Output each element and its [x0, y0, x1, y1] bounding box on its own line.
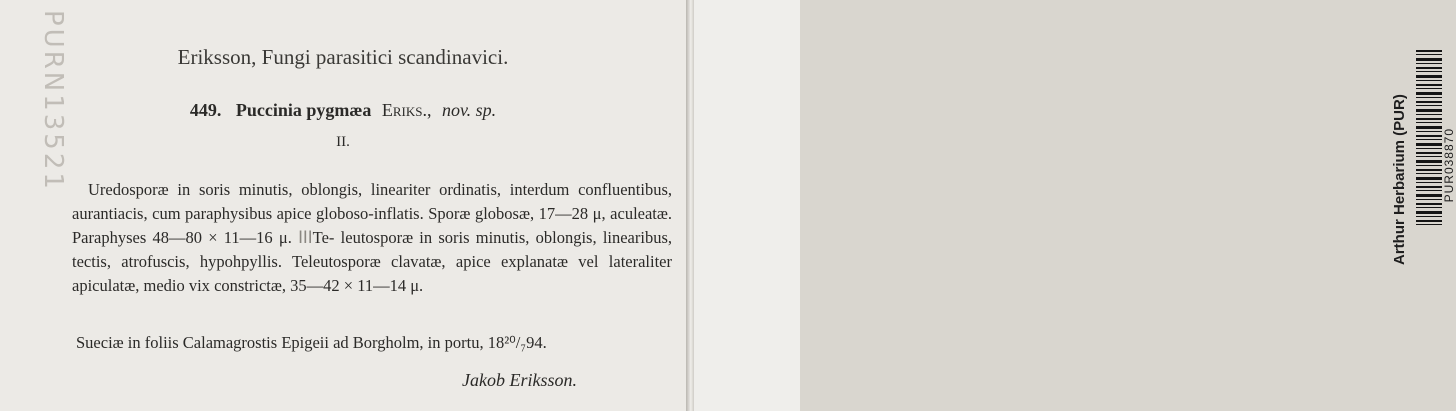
species-name: Puccinia pygmæa: [235, 100, 372, 120]
handwritten-mark: III: [298, 228, 313, 247]
description-line: leutosporæ in soris minutis, oblongis, linearibus, tectis, atrofuscis, hypohpyllis.: [72, 228, 673, 271]
description-line: Teleutosporæ clavatæ, apice explanatæ vel lateraliter apiculatæ, medio vix: [72, 252, 673, 295]
species-number: 449.: [189, 100, 222, 120]
description-line: confluentibus, aurantiacis, cum paraphysibus apice globoso-inflatis. Sporæ: [72, 180, 673, 223]
handwritten-accession: PURN13521: [38, 10, 68, 192]
herbarium-strip: [694, 0, 1456, 411]
species-description: [72, 178, 672, 298]
label-fold: [686, 0, 694, 411]
collector-signature: Jakob Eriksson.: [462, 370, 577, 390]
species-author: Eriks.,: [381, 100, 432, 120]
herbarium-name: Arthur Herbarium (PUR): [1391, 94, 1408, 265]
collection-locality: Sueciæ in foliis Calamagrostis Epigeii ad Borgholm, in portu, 18²⁰/₇94.: [76, 333, 547, 352]
species-line: [0, 100, 686, 121]
description-line: constrictæ, 35—42 × 11—14 μ.: [214, 276, 424, 295]
species-note: nov. sp.: [441, 100, 497, 120]
barcode-number: PUR038870: [1442, 128, 1456, 203]
barcode-icon: [1416, 50, 1442, 226]
description-line: Te-: [312, 228, 335, 247]
spore-stage: II.: [336, 134, 350, 150]
description-line: Uredosporæ in soris minutis, oblongis, lineariter ordinatis, interdum: [88, 180, 570, 199]
series-title: Eriksson, Fungi parasitici scandinavici.: [177, 45, 509, 69]
description-line: globosæ, 17—28 μ, aculeatæ. Paraphyses 48—80 × 11—16 μ.: [72, 204, 673, 247]
specimen-label: [0, 0, 686, 411]
